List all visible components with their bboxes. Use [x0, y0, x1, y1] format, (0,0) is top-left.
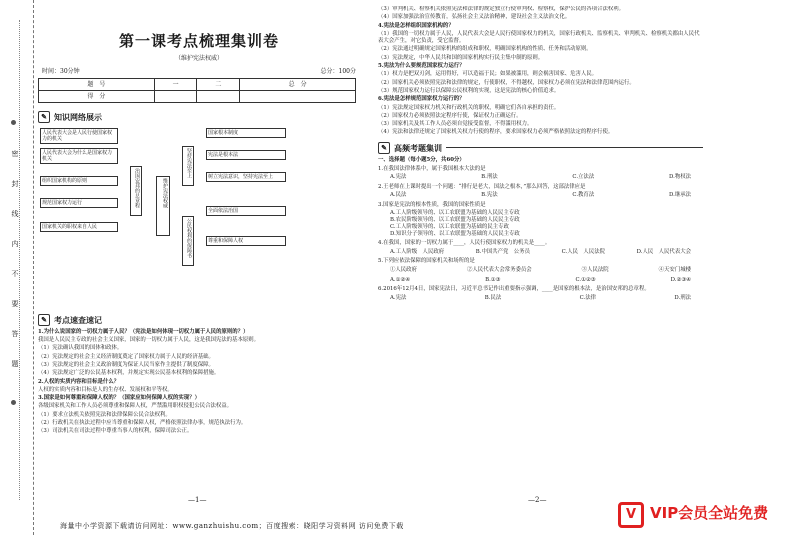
page-number: —2— [528, 496, 547, 504]
right-page [378, 6, 703, 506]
question-group-title: 一、选择题（每小题5分，共60分） [378, 156, 465, 163]
option-row [390, 174, 691, 181]
footer-note: 海量中小学资源下载请访问网址：www.ganzhuishu.com；百度搜索：晓阳学习资料网 访问免费下载 [60, 522, 404, 530]
score-cell[interactable] [154, 90, 197, 102]
answer-text: （1）要求立法机关依照宪法和法律保障公民合法权利。 [38, 411, 171, 418]
answer-option[interactable]: B.中国共产党 公务员 [475, 248, 530, 255]
answer-text: （1）宪法确认我国的国体和政体。 [38, 345, 123, 352]
score-header-cell: 题 号 [39, 78, 155, 90]
answer-text: （1）宪法规定国家权力机关和行政机关的职权，明确它们各自承担的责任。 [378, 104, 560, 111]
answer-option[interactable]: A.宪法 [390, 174, 407, 181]
answer-option[interactable]: ①人民政府 [390, 266, 417, 273]
mind-node: 规范国家权力运行 [40, 198, 118, 208]
page-subtitle: （维护宪法权威） [174, 54, 223, 62]
mind-node: 宪法是根本法 [206, 150, 286, 160]
answer-text: （2）宪法规定的社会主义经济制度奠定了国家权力属于人民的经济基础。 [38, 353, 214, 360]
answer-text: （4）国家加强法治宣传教育，弘扬社会主义法治精神，建设社会主义法治文化。 [378, 14, 571, 21]
question-title: 6.宪法是怎样规范国家权力运行的？ [378, 96, 465, 103]
answer-text: （4）宪法和法律还规定了国家机关权力行使的程序，要求国家权力必须严格依照法定的程序行使。 [378, 129, 614, 136]
answer-option[interactable]: D.刑法 [674, 294, 691, 301]
section-title: 知识网络展示 [54, 111, 102, 122]
answer-text: （3）规范国家权力运行以保障公民权利的实现，这是宪法的核心价值追求。 [378, 87, 560, 94]
score-header-cell: 一 [154, 78, 197, 90]
mind-node: 组织国家机构的原则 [40, 176, 118, 186]
answer-option[interactable]: C.人民 人民法院 [561, 248, 605, 255]
answer-option[interactable]: D.人民 人民代表大会 [636, 248, 691, 255]
answer-option[interactable]: C.法律 [579, 294, 597, 301]
question-stem: 1.在我国法律体系中，属于我国根本大法的是 [378, 166, 486, 173]
score-header-cell: 总 分 [240, 78, 356, 90]
answer-text: （3）审判机关、检察机关依照宪法和法律的规定独立行使审判权、检察权，保护公民的各项合法权利。 [378, 6, 625, 12]
option-row [390, 210, 691, 237]
answer-text: （3）国家机关及其工作人员必须自觉接受监督，不得滥用权力。 [378, 121, 533, 128]
page-number: —1— [188, 496, 207, 504]
mind-node: 全面依法治国 [206, 206, 286, 216]
section-icon: ✎ [378, 142, 390, 154]
answer-text: （4）宪法规定广泛的公民基本权利，并规定实现公民基本权利的保障措施。 [38, 370, 220, 377]
answer-option[interactable]: D.②③④ [670, 276, 691, 283]
answer-option[interactable]: B.农民阶级领导的、以工农联盟为基础的人民民主专政 [390, 217, 520, 224]
question-list [378, 166, 703, 301]
answer-option[interactable]: C.教育法 [572, 192, 595, 199]
question-title: 2.人权的实质内容和目标是什么？ [38, 378, 120, 385]
mind-branch: 坚持宪法至上 [182, 146, 194, 186]
question-stem: 5.下列应依法保障的国家机关和场所的是 [378, 258, 475, 265]
seal-notice: 密 封 线 内 不 要 答 题 [11, 150, 19, 375]
question-title: 3.国家是如何尊重和保障人权的？（国家应如何保障人权的实现？） [38, 395, 200, 402]
mind-branch: 公民权利的保障书 [182, 216, 194, 266]
answer-text: 我国是人民民主专政的社会主义国家，国家的一切权力属于人民，这是我国宪法的基本原则。 [38, 337, 260, 344]
binding-hole [11, 400, 16, 405]
option-row [390, 249, 691, 256]
exam-meta [42, 68, 356, 76]
mind-node: 尊重和保障人权 [206, 236, 286, 246]
answer-option[interactable]: ④天安门城楼 [658, 266, 691, 273]
mind-node: 树立宪法意识，坚持宪法至上 [206, 172, 286, 182]
option-row [390, 192, 691, 199]
score-cell[interactable] [197, 90, 240, 102]
answer-text: （3）司法机关在司法过程中尊重当事人的权利，保障司法公正。 [38, 428, 193, 435]
exam-points [378, 6, 703, 137]
answer-text: 各级国家机关和工作人员必须尊重和保障人权，严禁滥用职权侵犯公民合法权益。 [38, 403, 233, 410]
exam-section-heading [38, 314, 360, 326]
answer-option[interactable]: D.物权法 [668, 174, 691, 181]
answer-option[interactable]: C.立法法 [572, 174, 595, 181]
divider [446, 147, 703, 148]
mind-node: 国家根本制度 [206, 128, 286, 138]
question-title: 5.宪法为什么要规范国家权力运行？ [378, 63, 465, 70]
answer-option[interactable]: D.知识分子领导的、以工农联盟为基础的人民民主专政 [390, 230, 520, 237]
answer-text: （2）宪法通过明确规定国家机构的组成和职权，明确国家机构的性质、任务和活动原则。 [378, 46, 592, 53]
score-table [38, 78, 356, 103]
mind-branch: 治国安邦的总章程 [130, 166, 142, 216]
question-stem: 4.在我国，国家的一切权力属于____，人民行使国家权力的机关是____。 [378, 240, 551, 247]
answer-text: （2）行政机关在执法过程中应当尊重和保障人权，严格依照法律办事，规范执法行为。 [38, 420, 247, 427]
answer-option[interactable]: A.宪法 [390, 294, 407, 301]
answer-text: （3）宪法规定，中华人民共和国的国家机构实行民主集中制的原则。 [378, 54, 544, 61]
section-icon: ✎ [38, 314, 50, 326]
section-title: 高频考题集训 [394, 142, 442, 153]
answer-option[interactable]: ③人民法院 [581, 266, 609, 273]
time-label: 时间：30分钟 [42, 68, 80, 76]
option-row [390, 295, 691, 302]
option-row [390, 277, 691, 284]
mind-map [38, 126, 360, 306]
answer-option[interactable]: A.工人阶级领导的、以工农联盟为基础的人民民主专政 [390, 210, 520, 217]
answer-text: （3）宪法规定的社会主义政治制度为保证人民当家作主提供了制度保障。 [38, 361, 214, 368]
answer-text: （2）国家权力必须依照法定程序行使，保证权力正确运行。 [378, 112, 522, 119]
answer-text: （1）我国的一切权力属于人民，人民代表大会是人民行使国家权力的机关，国家行政机关、监察机关、审判机关、检察机关都由人民代表大会产生，对它负责，受它监督。 [378, 30, 700, 45]
mind-center: 维护宪法权威 [156, 176, 170, 236]
score-row-label: 得 分 [39, 90, 155, 102]
answer-option[interactable]: D.继承法 [668, 192, 691, 199]
answer-text: （1）权力是把双刃剑，运用得好，可以造福于民；如果被滥用，则会祸害国家、危害人民。 [378, 71, 598, 78]
exam-points [38, 329, 360, 436]
practice-section-heading [378, 142, 703, 154]
question-group [378, 157, 703, 164]
seal-line [19, 20, 20, 500]
question-stem: 2.王老师在上课时提出一个问题：“排行是老大，国法之根本，”那么回答，这部法律应是 [378, 184, 586, 191]
section-icon: ✎ [38, 111, 50, 123]
option-row [390, 267, 691, 274]
page-title: 第一课考点梳理集训卷 [118, 32, 279, 50]
mind-node: 国家机关的职权来自人民 [40, 222, 118, 232]
knowledge-section-heading [38, 111, 360, 123]
binding-margin [0, 0, 34, 535]
answer-option[interactable]: C.工人阶级领导的、以工农联盟为基础的民主专政 [390, 223, 509, 230]
answer-option[interactable]: A.①②④ [390, 276, 411, 283]
answer-option[interactable]: B.民法 [484, 294, 502, 301]
score-header-cell: 二 [197, 78, 240, 90]
answer-option[interactable]: ②人民代表大会常务委员会 [466, 266, 532, 273]
vip-text: VIP会员全站免费 [650, 504, 769, 522]
score-cell[interactable] [240, 90, 356, 102]
mind-node: 人民代表大会是人民行使国家权力的机关 [40, 128, 118, 144]
answer-text: （2）国家机关必须依照宪法和法律的规定，行使职权，不得越权，国家权力必须在宪法和法律范围内运行。 [378, 79, 635, 86]
mind-node: 人民代表大会为什么是国家权力机关 [40, 148, 118, 164]
answer-option[interactable]: B.①③ [485, 276, 501, 283]
answer-option[interactable]: A.工人阶级 人民政府 [390, 248, 445, 255]
answer-option[interactable]: B.刑法 [481, 174, 498, 181]
score-total-label: 总分：100分 [320, 68, 356, 76]
binding-hole [11, 120, 16, 125]
answer-option[interactable]: C.①②③ [575, 276, 596, 283]
answer-text: 人权的实质内容和目标是人的生存权、发展权和平等权。 [38, 386, 173, 393]
vip-logo: V [618, 502, 644, 528]
question-title: 4.宪法是怎样组织国家机构的？ [378, 22, 454, 29]
question-stem: 3.国家是宪法的根本性质，我国的国家性质是 [378, 202, 486, 209]
left-page [38, 6, 360, 506]
answer-option[interactable]: A.民法 [390, 192, 407, 199]
question-title: 1.为什么说国家的一切权力属于人民？（宪法是如何体现一切权力属于人民的原则的？） [38, 328, 249, 335]
section-title: 考点速查速记 [54, 314, 102, 325]
question-stem: 6.2016年12月4日，国家宪法日，习近平总书记作出重要指示强调，____是国家的根本法，是治国安邦的总章程。 [378, 286, 650, 293]
answer-option[interactable]: B.宪法 [481, 192, 498, 199]
vip-banner[interactable] [612, 498, 789, 535]
